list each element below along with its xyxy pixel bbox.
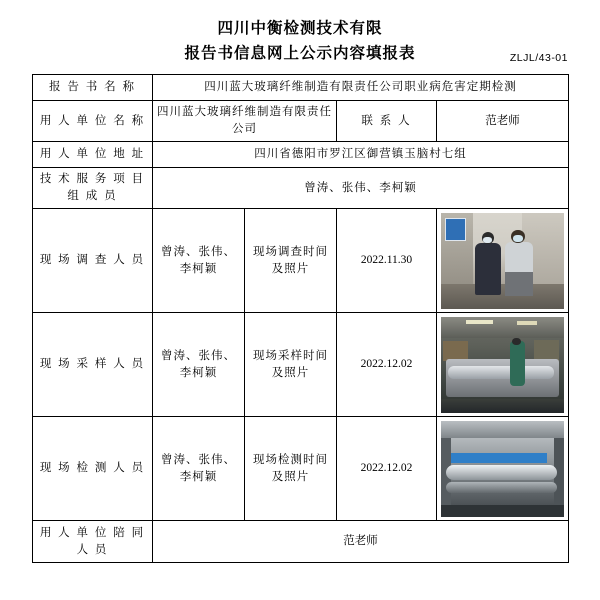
row-photo-testing: [437, 417, 569, 521]
row-label-sampling-staff: 现 场 采 样 人 员: [33, 313, 153, 417]
row-value-project-team: 曾涛、张伟、李柯颖: [153, 168, 569, 209]
row-value-survey-members: 曾涛、张伟、李柯颖: [153, 209, 245, 313]
document-code: ZLJL/43-01: [509, 52, 568, 64]
row-label-employer-name: 用 人 单 位 名 称: [33, 101, 153, 142]
photo-site-survey: [441, 213, 564, 309]
row-value-sampling-members: 曾涛、张伟、李柯颖: [153, 313, 245, 417]
row-value-testing-date: 2022.12.02: [337, 417, 437, 521]
table-row: [33, 142, 569, 168]
row-value-employer-name: 四川蓝大玻璃纤维制造有限责任公司: [153, 101, 337, 142]
photo-site-sampling: [441, 317, 564, 413]
row-label-testing-desc: 现场检测时间及照片: [245, 417, 337, 521]
table-row: [33, 209, 569, 313]
row-value-report-name: 四川蓝大玻璃纤维制造有限责任公司职业病危害定期检测: [153, 75, 569, 101]
row-photo-sampling: [437, 313, 569, 417]
row-label-survey-staff: 现 场 调 查 人 员: [33, 209, 153, 313]
row-value-employer-address: 四川省德阳市罗江区御营镇玉脑村七组: [153, 142, 569, 168]
form-title: 报告书信息网上公示内容填报表: [184, 45, 416, 62]
table-row: [33, 417, 569, 521]
row-label-testing-staff: 现 场 检 测 人 员: [33, 417, 153, 521]
row-label-contact: 联 系 人: [337, 101, 437, 142]
row-label-sampling-desc: 现场采样时间及照片: [245, 313, 337, 417]
table-row: [33, 101, 569, 142]
report-info-table: [32, 74, 569, 563]
row-value-testing-members: 曾涛、张伟、李柯颖: [153, 417, 245, 521]
row-label-accompany-staff: 用 人 单 位 陪 同人 员: [33, 521, 153, 563]
row-value-accompany-staff: 范老师: [153, 521, 569, 563]
company-title: 四川中衡检测技术有限: [217, 20, 383, 37]
row-label-employer-address: 用 人 单 位 地 址: [33, 142, 153, 168]
document-header: [32, 18, 568, 66]
row-value-survey-date: 2022.11.30: [337, 209, 437, 313]
table-row: [33, 521, 569, 563]
table-row: [33, 313, 569, 417]
table-row: [33, 168, 569, 209]
photo-site-testing: [441, 421, 564, 517]
row-label-report-name: 报 告 书 名 称: [33, 75, 153, 101]
row-value-contact: 范老师: [437, 101, 569, 142]
row-label-survey-desc: 现场调查时间及照片: [245, 209, 337, 313]
table-row: [33, 75, 569, 101]
row-value-sampling-date: 2022.12.02: [337, 313, 437, 417]
row-photo-survey: [437, 209, 569, 313]
row-label-project-team: 技 术 服 务 项 目组 成 员: [33, 168, 153, 209]
